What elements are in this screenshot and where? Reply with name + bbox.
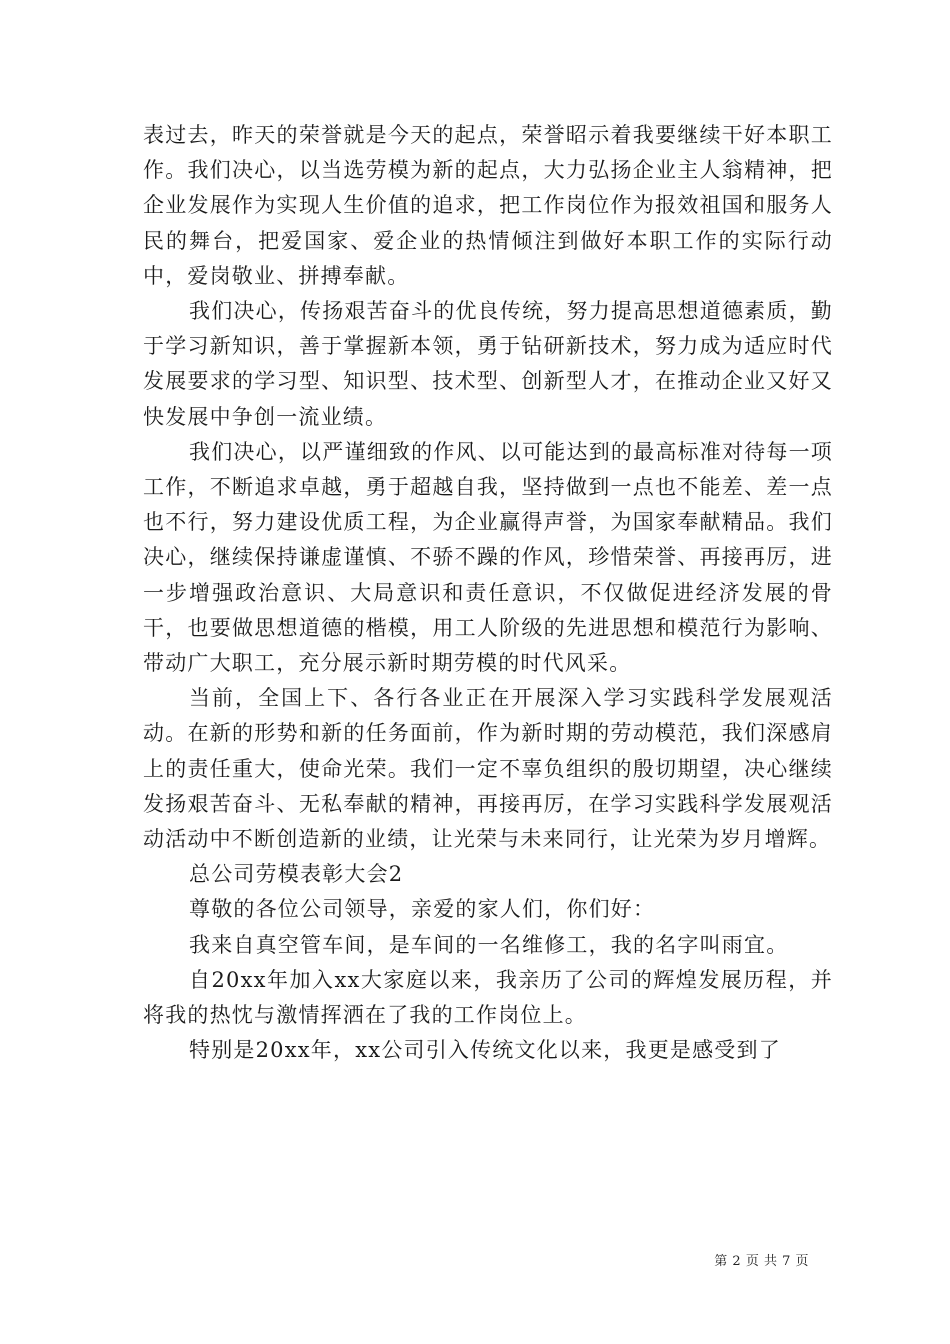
paragraph-intro: 我来自真空管车间，是车间的一名维修工，我的名字叫雨宜。 (189, 932, 789, 957)
paragraph-2: 我们决心，传扬艰苦奋斗的优良传统，努力提高思想道德素质，勤于学习新知识，善于掌握新本领，勇于钻研新技术，努力成为适应时代发展要求的学习型、知识型、技术型、创新型人才，在推动企业又好又快发展中争创一流业绩。 (143, 299, 833, 429)
greeting: 尊敬的各位公司领导，亲爱的家人们，你们好： (189, 897, 656, 922)
section-heading: 总公司劳模表彰大会2 (189, 862, 404, 887)
paragraph-1: 表过去，昨天的荣誉就是今天的起点，荣誉昭示着我要继续干好本职工作。我们决心，以当选劳模为新的起点，大力弘扬企业主人翁精神，把企业发展作为实现人生价值的追求，把工作岗位作为报效祖国和服务人民的舞台，把爱国家、爱企业的热情倾注到做好本职工作的实际行动中，爱岗敬业、拼搏奉献。 (143, 123, 833, 288)
page-number: 第 2 页 共 7 页 (714, 1254, 809, 1269)
paragraph-joined: 自20xx年加入xx大家庭以来，我亲历了公司的辉煌发展历程，并将我的热忱与激情挥洒在了我的工作岗位上。 (143, 967, 833, 1028)
paragraph-culture: 特别是20xx年，xx公司引入传统文化以来，我更是感受到了 (189, 1038, 781, 1063)
paragraph-4: 当前，全国上下、各行各业正在开展深入学习实践科学发展观活动。在新的形势和新的任务面前，作为新时期的劳动模范，我们深感肩上的责任重大，使命光荣。我们一定不辜负组织的殷切期望，决心继续发扬艰苦奋斗、无私奉献的精神，再接再厉，在学习实践科学发展观活动活动中不断创造新的业绩，让光荣与未来同行，让光荣为岁月增辉。 (143, 686, 833, 852)
document-page (143, 118, 833, 1068)
paragraph-3: 我们决心，以严谨细致的作风、以可能达到的最高标准对待每一项工作，不断追求卓越，勇于超越自我，坚持做到一点也不能差、差一点也不行，努力建设优质工程，为企业赢得声誉，为国家奉献精品。我们决心，继续保持谦虚谨慎、不骄不躁的作风，珍惜荣誉、再接再厉，进一步增强政治意识、大局意识和责任意识，不仅做促进经济发展的骨干，也要做思想道德的楷模，用工人阶级的先进思想和模范行为影响、带动广大职工，充分展示新时期劳模的时代风采。 (143, 439, 833, 676)
